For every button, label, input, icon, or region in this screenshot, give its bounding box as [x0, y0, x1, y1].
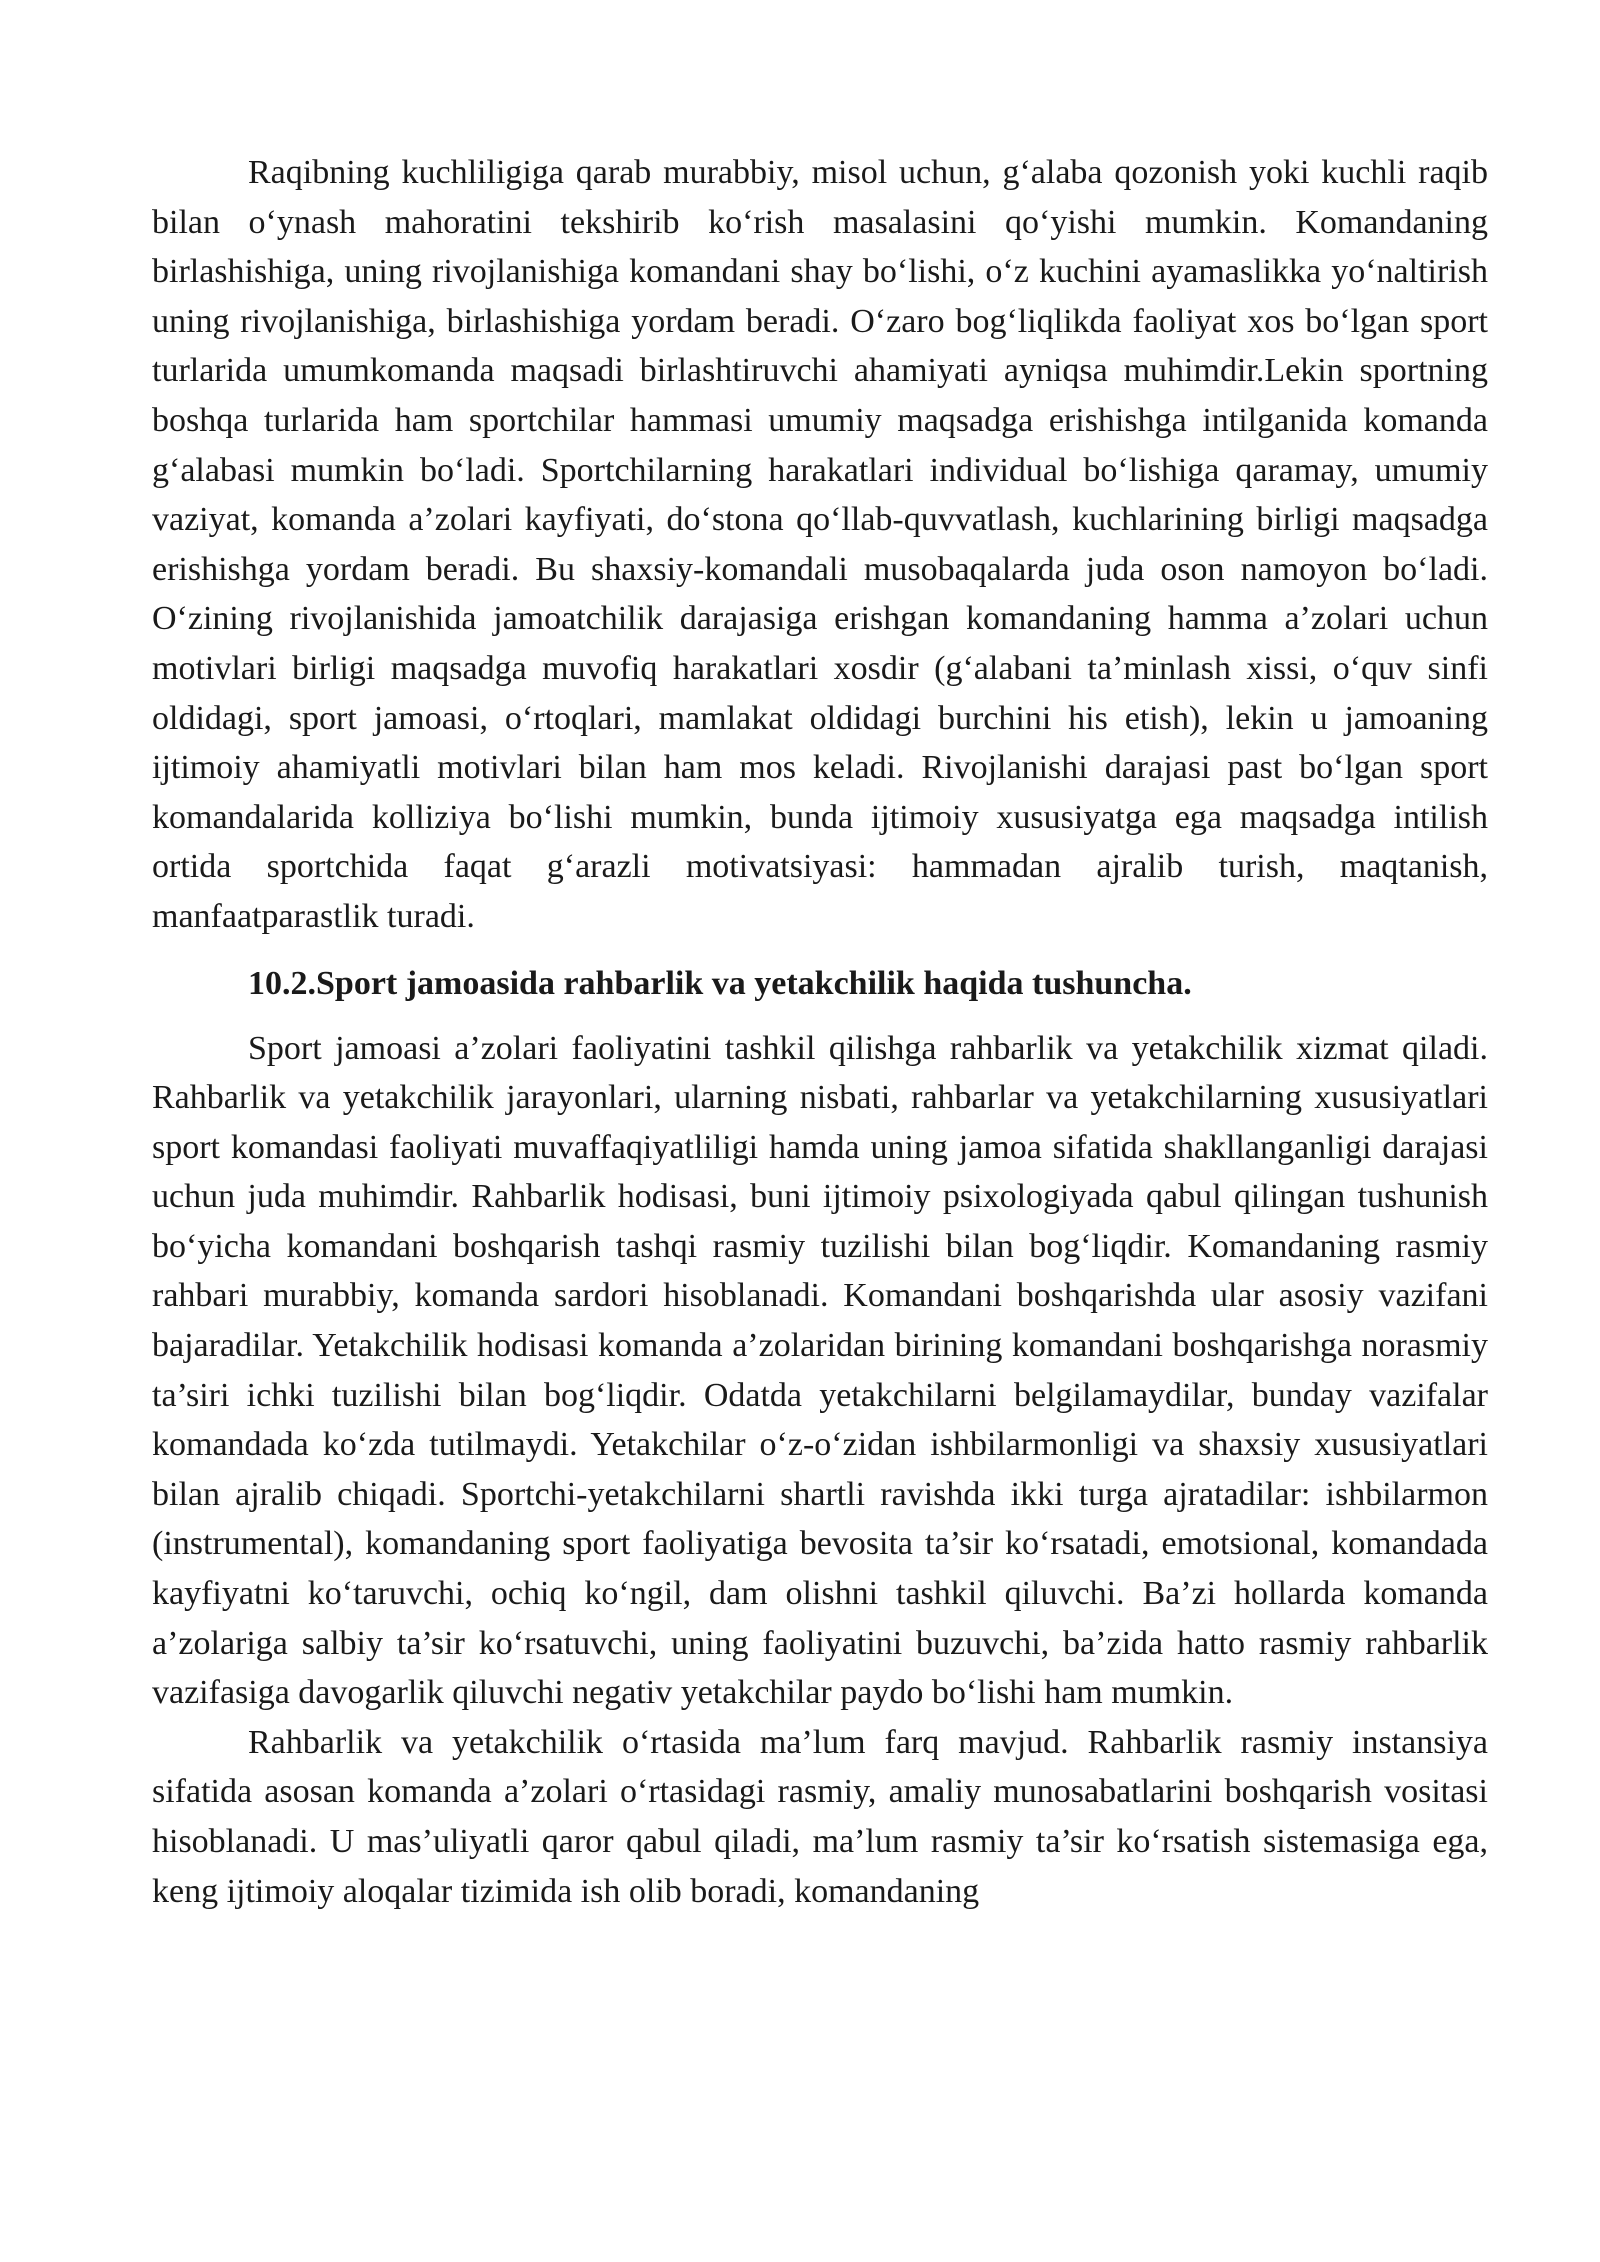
paragraph-leadership-difference: Rahbarlik va yetakchilik o‘rtasida ma’lum farq mavjud. Rahbarlik rasmiy instansiya sifatida asosan komanda a’zolari o‘rtasidagi rasmiy, amaliy munosabatlarini boshqarish vositasi hisoblanadi. U mas’uliyatli qaror qabul qiladi, ma’lum rasmiy ta’sir ko‘rsatish sistemasiga ega, keng ijtimoiy aloqalar tizimida ish olib boradi, komandaning [152, 1723, 1488, 1910]
paragraph-team-motivation: Raqibning kuchliligiga qarab murabbiy, misol uchun, g‘alaba qozonish yoki kuchli raqib bilan o‘ynash mahoratini tekshirib ko‘rish masalasini qo‘yishi mumkin. Komandaning birlashishiga, uning rivojlanishiga komandani shay bo‘lishi, o‘z kuchini ayamaslikka yo‘naltirish uning rivojlanishiga, birlashishiga yordam beradi. O‘zaro bog‘liqlikda faoliyat xos bo‘lgan sport turlarida umumkomanda maqsadi birlashtiruvchi ahamiyati ayniqsa muhimdir.Lekin sportning boshqa turlarida ham sportchilar hammasi umumiy maqsadga erishishga intilganida komanda g‘alabasi mumkin bo‘ladi. Sportchilarning harakatlari individual bo‘lishiga qaramay, umumiy vaziyat, komanda a’zolari kayfiyati, do‘stona qo‘llab-quvvatlash, kuchlarining birligi maqsadga erishishga yordam beradi. Bu shaxsiy-komandali musobaqalarda juda oson namoyon bo‘ladi. O‘zining rivojlanishida jamoatchilik darajasiga erishgan komandaning hamma a’zolari uchun motivlari birligi maqsadga muvofiq harakatlari xosdir (g‘alabani ta’minlash xissi, o‘quv sinfi oldidagi, sport jamoasi, o‘rtoqlari, mamlakat oldidagi burchini his etish), lekin u jamoaning ijtimoiy ahamiyatli motivlari bilan ham mos keladi. Rivojlanishi darajasi past bo‘lgan sport komandalarida kolliziya bo‘lishi mumkin, bunda ijtimoiy xususiyatga ega maqsadga intilish ortida sportchida faqat g‘arazli motivatsiyasi: hammadan ajralib turish, maqtanish, manfaatparastlik turadi. [152, 154, 1488, 935]
paragraph-leadership-intro: Sport jamoasi a’zolari faoliyatini tashkil qilishga rahbarlik va yetakchilik xizmat qiladi. Rahbarlik va yetakchilik jarayonlari, ularning nisbati, rahbarlar va yetakchilarning xususiyatlari sport komandasi faoliyati muvaffaqiyatliligi hamda uning jamoa sifatida shakllanganligi darajasi uchun juda muhimdir. Rahbarlik hodisasi, buni ijtimoiy psixologiyada qabul qilingan tushunish bo‘yicha komandani boshqarish tashqi rasmiy tuzilishi bilan bog‘liqdir. Komandaning rasmiy rahbari murabbiy, komanda sardori hisoblanadi. Komandani boshqarishda ular asosiy vazifani bajaradilar. Yetakchilik hodisasi komanda a’zolaridan birining komandani boshqarishga norasmiy ta’siri ichki tuzilishi bilan bog‘liqdir. Odatda yetakchilarni belgilamaydilar, bunday vazifalar komandada ko‘zda tutilmaydi. Yetakchilar o‘z-o‘zidan ishbilarmonligi va shaxsiy xususiyatlari bilan ajralib chiqadi. Sportchi-yetakchilarni shartli ravishda ikki turga ajratadilar: ishbilarmon (instrumental), komandaning sport faoliyatiga bevosita ta’sir ko‘rsatadi, emotsional, komandada kayfiyatni ko‘taruvchi, ochiq ko‘ngil, dam olishni tashkil qiluvchi. Ba’zi hollarda komanda a’zolariga salbiy ta’sir ko‘rsatuvchi, uning faoliyatini buzuvchi, ba’zida hatto rasmiy rahbarlik vazifasiga davogarlik qiluvchi negativ yetakchilar paydo bo‘lishi ham mumkin. [152, 1029, 1488, 1712]
section-heading: 10.2.Sport jamoasida rahbarlik va yetakchilik haqida tushuncha. [248, 964, 1192, 1002]
document-page [152, 148, 1488, 1916]
